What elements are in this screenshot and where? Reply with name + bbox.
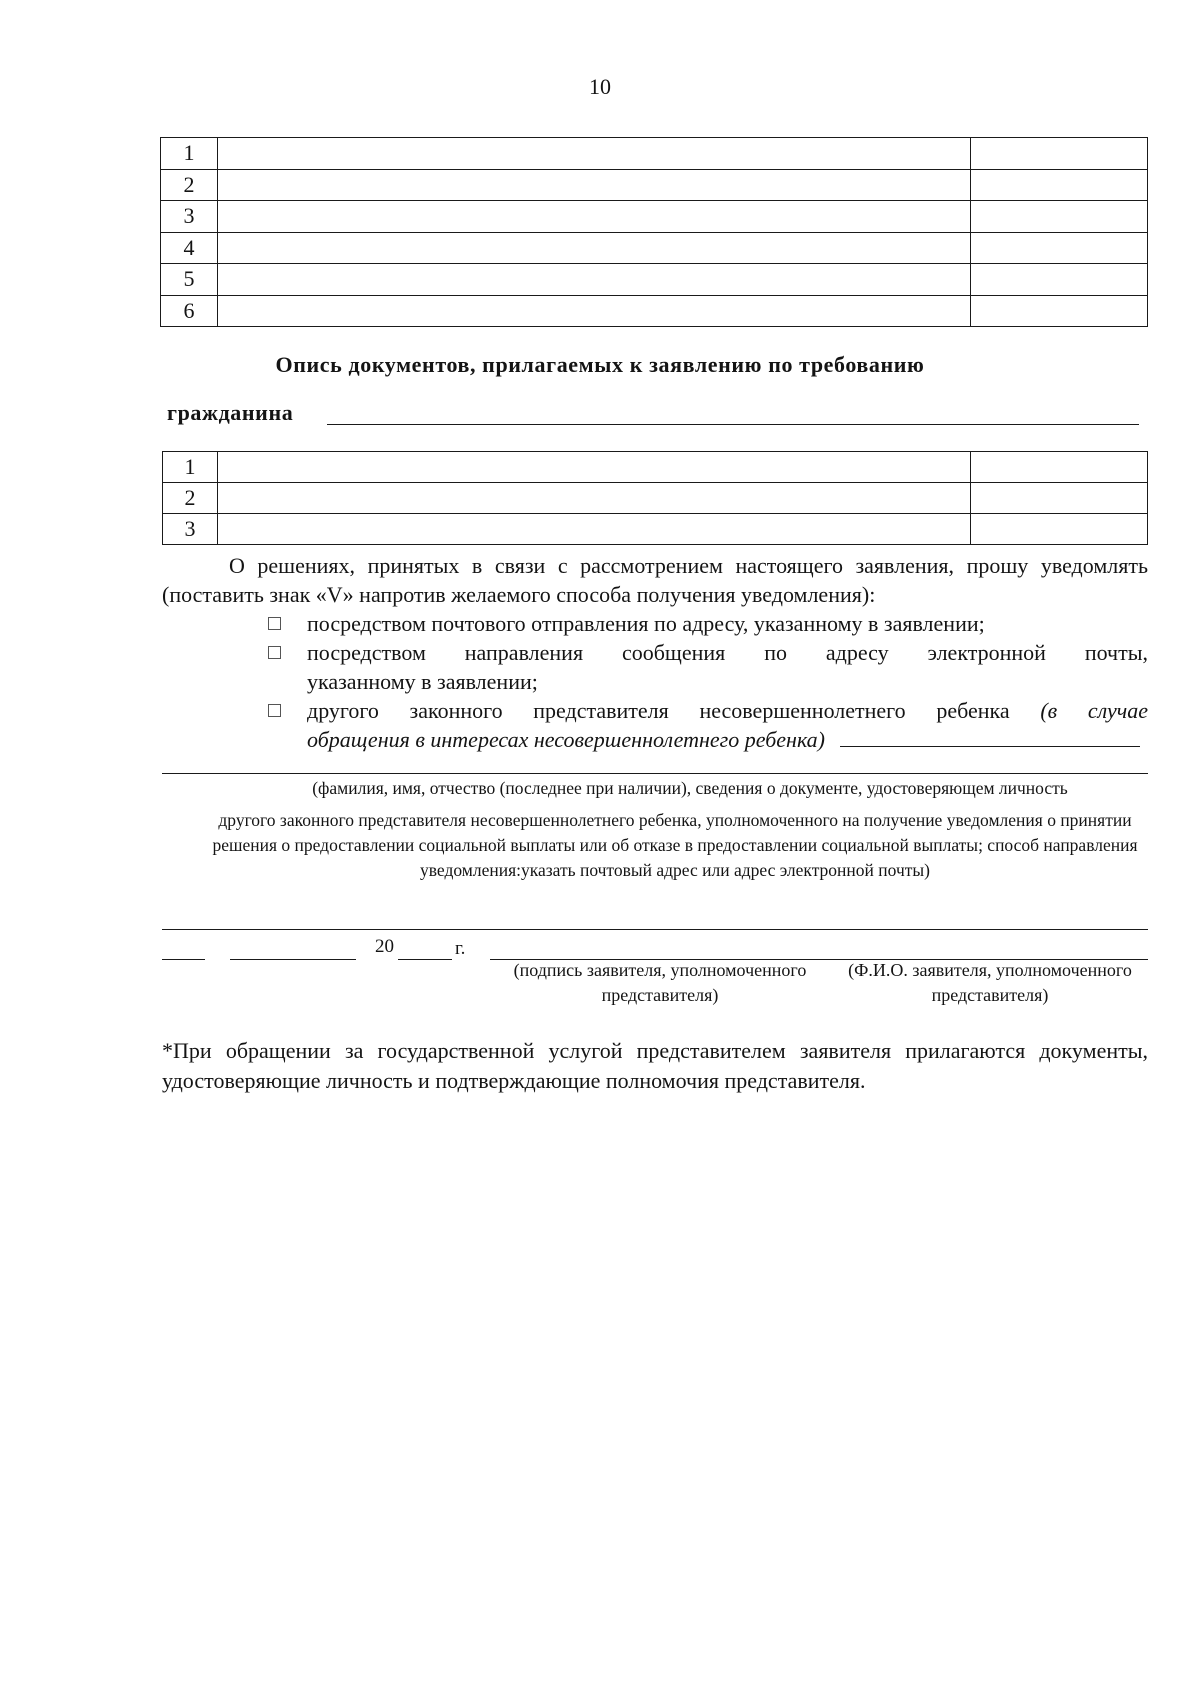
table-row [161, 232, 1148, 264]
option-email-label-line2: указанному в заявлении; [307, 669, 538, 694]
option-post-label: посредством почтового отправления по адресу, указанному в заявлении; [307, 611, 985, 636]
document-name-cell[interactable] [218, 138, 971, 170]
date-day-line[interactable] [162, 959, 205, 960]
representative-inline-line[interactable] [840, 746, 1140, 747]
option-representative-checkbox[interactable] [268, 704, 281, 717]
document-name-cell[interactable] [218, 169, 971, 201]
document-extra-cell[interactable] [971, 264, 1148, 296]
notification-intro [162, 551, 1148, 609]
option-representative-label-line2 [307, 725, 1148, 754]
representative-caption-line1: (фамилия, имя, отчество (последнее при наличии), сведения о документе, удостоверяющем личность [312, 778, 1068, 798]
option-representative-note-end: обращения в интересах несовершеннолетнего ребенка) [307, 727, 826, 752]
citizen-name-line[interactable] [327, 424, 1139, 425]
signature-caption: (подпись заявителя, уполномоченного представителя) [513, 960, 807, 1005]
document-extra-cell[interactable] [971, 295, 1148, 327]
table-row [161, 138, 1148, 170]
date-year-prefix: 20 [375, 936, 394, 957]
document-name-cell[interactable] [218, 232, 971, 264]
option-post-checkbox[interactable] [268, 617, 281, 630]
table-row [163, 514, 1148, 545]
row-number: 1 [163, 452, 218, 483]
inventory-name-cell[interactable] [218, 514, 971, 545]
inventory-extra-cell[interactable] [971, 452, 1148, 483]
date-month-line[interactable] [230, 959, 356, 960]
inventory-name-cell[interactable] [218, 483, 971, 514]
table-row [163, 483, 1148, 514]
representative-details-line-2[interactable] [162, 929, 1148, 930]
date-year-suffix: г. [455, 938, 466, 959]
inventory-extra-cell[interactable] [971, 483, 1148, 514]
row-number: 6 [161, 295, 218, 327]
option-representative-label-line1 [307, 696, 1148, 725]
inventory-table [162, 451, 1148, 545]
option-representative-note-start: (в случае [1040, 698, 1149, 723]
document-name-cell[interactable] [218, 201, 971, 233]
table-row [161, 169, 1148, 201]
document-extra-cell[interactable] [971, 169, 1148, 201]
citizen-label: гражданина [167, 400, 294, 425]
document-extra-cell[interactable] [971, 232, 1148, 264]
option-representative-label-text: другого законного представителя несовершеннолетнего ребенка [307, 698, 1010, 723]
row-number: 3 [161, 201, 218, 233]
document-name-cell[interactable] [218, 295, 971, 327]
row-number: 2 [163, 483, 218, 514]
table-row [161, 201, 1148, 233]
row-number: 2 [161, 169, 218, 201]
notification-intro-text: О решениях, принятых в связи с рассмотрением настоящего заявления, прошу уведомлять (поставить знак «V» напротив желаемого способа получения уведомления): [162, 553, 1148, 607]
option-email-label-line1: посредством направления сообщения по адресу электронной почты, [307, 640, 1148, 665]
row-number: 4 [161, 232, 218, 264]
table-row [163, 452, 1148, 483]
inventory-title: Опись документов, прилагаемых к заявлению по требованию [275, 352, 925, 377]
documents-table [160, 137, 1148, 327]
row-number: 3 [163, 514, 218, 545]
document-extra-cell[interactable] [971, 138, 1148, 170]
row-number: 1 [161, 138, 218, 170]
document-name-cell[interactable] [218, 264, 971, 296]
footnote: *При обращении за государственной услугой представителем заявителя прилагаются документы, удостоверяющие личность и подтверждающие полномочия представителя. [162, 1038, 1148, 1093]
table-row [161, 295, 1148, 327]
document-extra-cell[interactable] [971, 201, 1148, 233]
row-number: 5 [161, 264, 218, 296]
name-caption: (Ф.И.О. заявителя, уполномоченного представителя) [848, 960, 1132, 1005]
option-email-checkbox[interactable] [268, 646, 281, 659]
table-row [161, 264, 1148, 296]
page-number: 10 [589, 74, 611, 99]
date-year-line[interactable] [398, 959, 452, 960]
inventory-extra-cell[interactable] [971, 514, 1148, 545]
representative-caption-line2: другого законного представителя несовершеннолетнего ребенка, уполномоченного на получение уведомления о принятии решения о предоставлении социальной выплаты или об отказе в предоставлении социальной выплаты; способ направления уведомления:указать почтовый адрес или адрес электронной почты) [212, 810, 1138, 880]
representative-details-line[interactable] [162, 773, 1148, 774]
inventory-name-cell[interactable] [218, 452, 971, 483]
